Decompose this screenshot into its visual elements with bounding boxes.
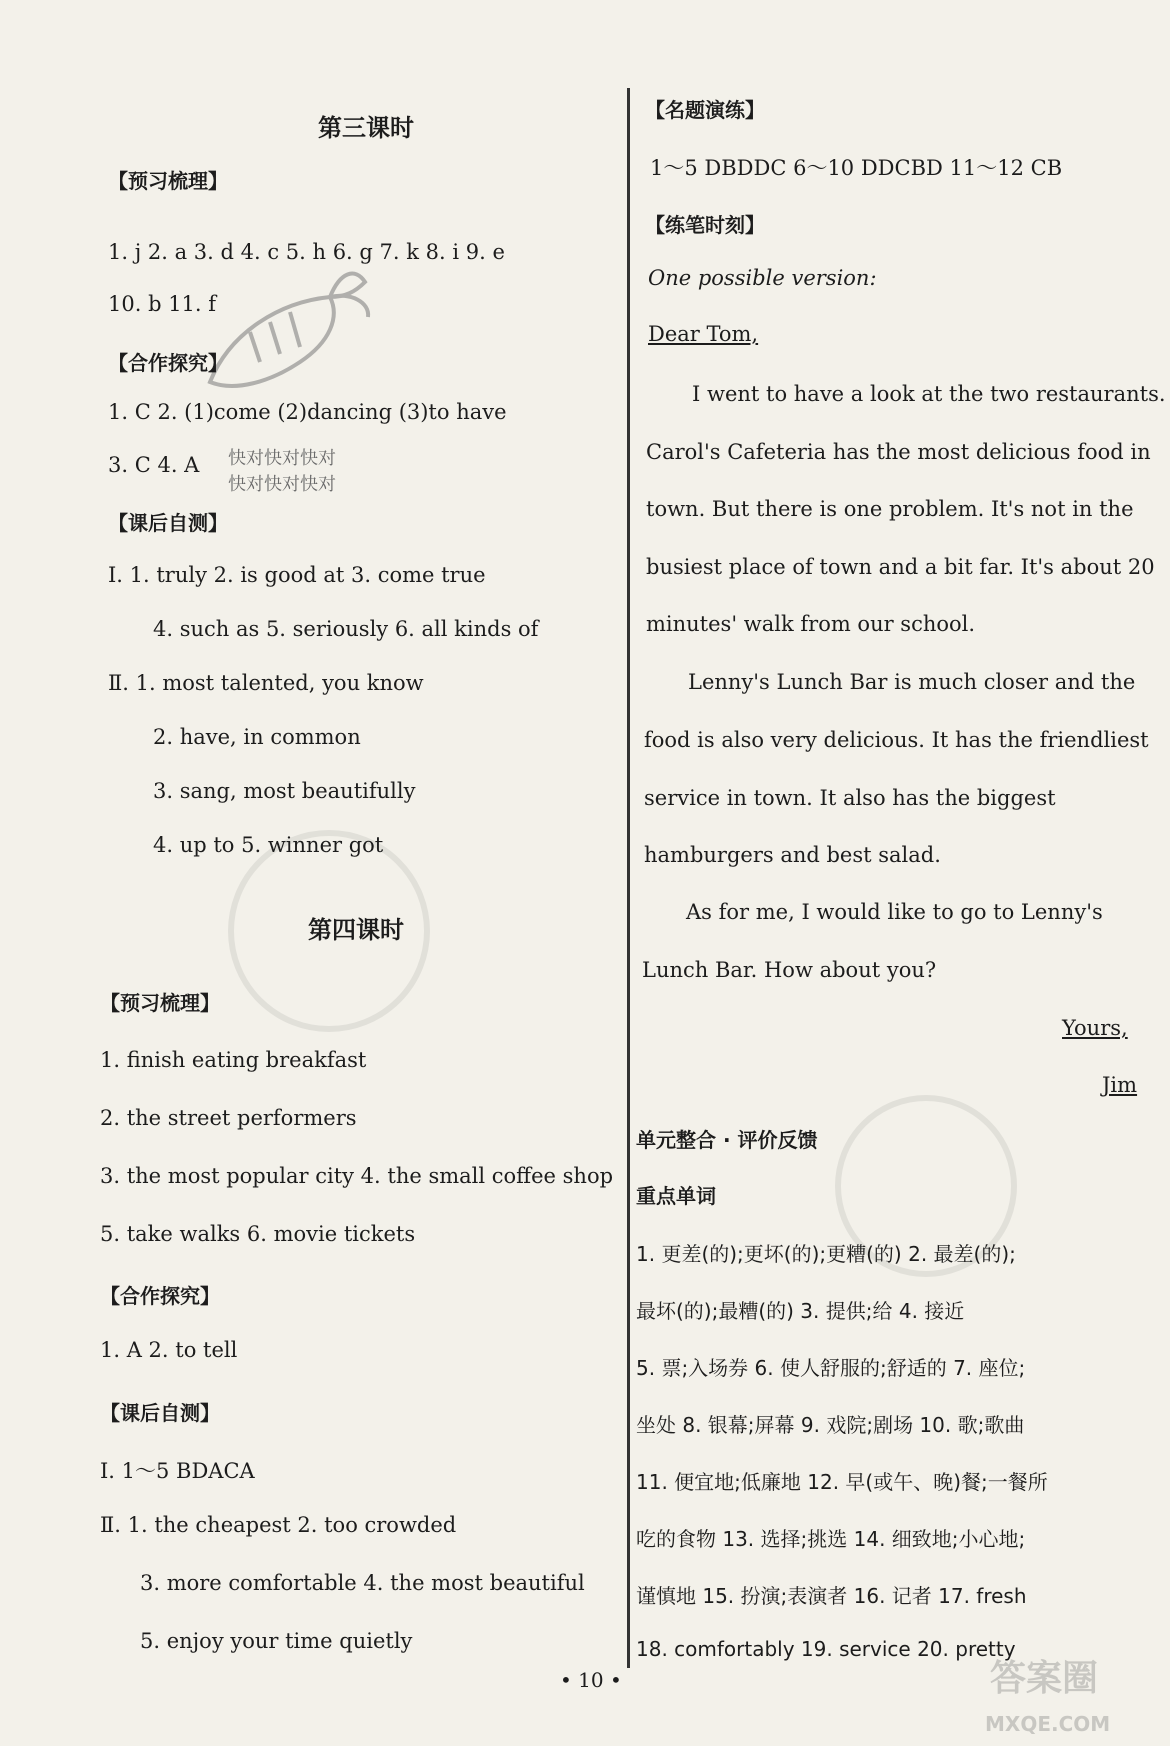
letter-signature: Jim [1102,1073,1138,1097]
letter-p1-l4: busiest place of town and a bit far. It's about 20 [646,555,1155,579]
famous-heading: 【名题演练】 [645,98,765,122]
preview2-answers-2: 2. the street performers [100,1106,357,1130]
letter-p2-l4: hamburgers and best salad. [644,843,941,867]
selftest-heading: 【课后自测】 [108,511,228,535]
vocab-line-5: 11. 便宜地;低廉地 12. 早(或午、晚)餐;一餐所 [636,1470,1048,1494]
coop-answers-2: 3. C 4. A [108,453,200,477]
preview-answers-1: 1. j 2. a 3. d 4. c 5. h 6. g 7. k 8. i 9. e [108,240,505,264]
letter-p1-l5: minutes' walk from our school. [646,612,976,636]
coop-answers-1: 1. C 2. (1)come (2)dancing (3)to have [108,400,507,424]
selftest2-answers-1: Ⅰ. 1～5 BDACA [100,1459,255,1483]
letter-p2-l1: Lenny's Lunch Bar is much closer and the [688,670,1136,694]
preview-heading: 【预习梳理】 [108,169,228,193]
possible-version: One possible version: [648,266,877,290]
coop2-heading: 【合作探究】 [100,1284,220,1308]
stamp-text: 快对快对快对 快对快对快对 [228,448,336,495]
selftest-answers-4: 2. have, in common [153,725,361,749]
vocab-line-2: 最坏(的);最糟(的) 3. 提供;给 4. 接近 [636,1299,965,1323]
letter-closing: Yours, [1062,1016,1128,1040]
vocab-line-7: 谨慎地 15. 扮演;表演者 16. 记者 17. fresh [636,1584,1027,1608]
letter-p1-l3: town. But there is one problem. It's not in the [646,497,1134,521]
vocab-line-6: 吃的食物 13. 选择;挑选 14. 细致地;小心地; [636,1527,1026,1551]
writing-heading: 【练笔时刻】 [645,213,765,237]
column-divider [627,88,630,1668]
letter-p2-l2: food is also very delicious. It has the friendliest [644,728,1149,752]
vocab-line-3: 5. 票;入场券 6. 使人舒服的;舒适的 7. 座位; [636,1356,1026,1380]
letter-p2-l3: service in town. It also has the biggest [644,786,1056,810]
selftest-answers-2: 4. such as 5. seriously 6. all kinds of [153,617,539,641]
selftest2-answers-4: 5. enjoy your time quietly [140,1629,413,1653]
lesson3-title: 第三课时 [318,114,414,142]
watermark-brand: 答案圈 [990,1658,1099,1699]
watermark-url: MXQE.COM [985,1712,1111,1736]
page-number: • 10 • [560,1668,622,1692]
selftest2-answers-2: Ⅱ. 1. the cheapest 2. too crowded [100,1513,457,1537]
preview-answers-2: 10. b 11. f [108,292,217,316]
selftest-answers-3: Ⅱ. 1. most talented, you know [108,671,424,695]
vocab-line-4: 坐处 8. 银幕;屏幕 9. 戏院;剧场 10. 歌;歌曲 [636,1413,1025,1437]
preview2-answers-3: 3. the most popular city 4. the small coffee shop [100,1164,614,1188]
letter-p3-l1: As for me, I would like to go to Lenny's [686,900,1103,924]
selftest-answers-5: 3. sang, most beautifully [153,779,416,803]
vocab-heading: 重点单词 [636,1184,716,1208]
vocab-line-1: 1. 更差(的);更坏(的);更糟(的) 2. 最差(的); [636,1242,1016,1266]
letter-p1-l2: Carol's Cafeteria has the most delicious food in [646,440,1151,464]
lesson4-title: 第四课时 [308,916,404,944]
selftest2-answers-3: 3. more comfortable 4. the most beautiful [140,1571,585,1595]
selftest-answers-6: 4. up to 5. winner got [153,833,384,857]
selftest-answers-1: Ⅰ. 1. truly 2. is good at 3. come true [108,563,486,587]
selftest2-heading: 【课后自测】 [100,1401,220,1425]
unit-heading: 单元整合 · 评价反馈 [636,1128,818,1152]
letter-p3-l2: Lunch Bar. How about you? [642,958,937,982]
preview2-heading: 【预习梳理】 [100,991,220,1015]
coop-heading: 【合作探究】 [108,351,228,375]
vocab-line-8: 18. comfortably 19. service 20. pretty [636,1637,1016,1661]
carrot-logo [190,262,380,412]
coop2-answers-1: 1. A 2. to tell [100,1338,238,1362]
letter-salutation: Dear Tom, [648,322,759,346]
preview2-answers-4: 5. take walks 6. movie tickets [100,1222,416,1246]
famous-answers: 1～5 DBDDC 6～10 DDCBD 11～12 CB [650,156,1063,180]
preview2-answers-1: 1. finish eating breakfast [100,1048,367,1072]
letter-p1-l1: I went to have a look at the two restaurants. [692,382,1166,406]
